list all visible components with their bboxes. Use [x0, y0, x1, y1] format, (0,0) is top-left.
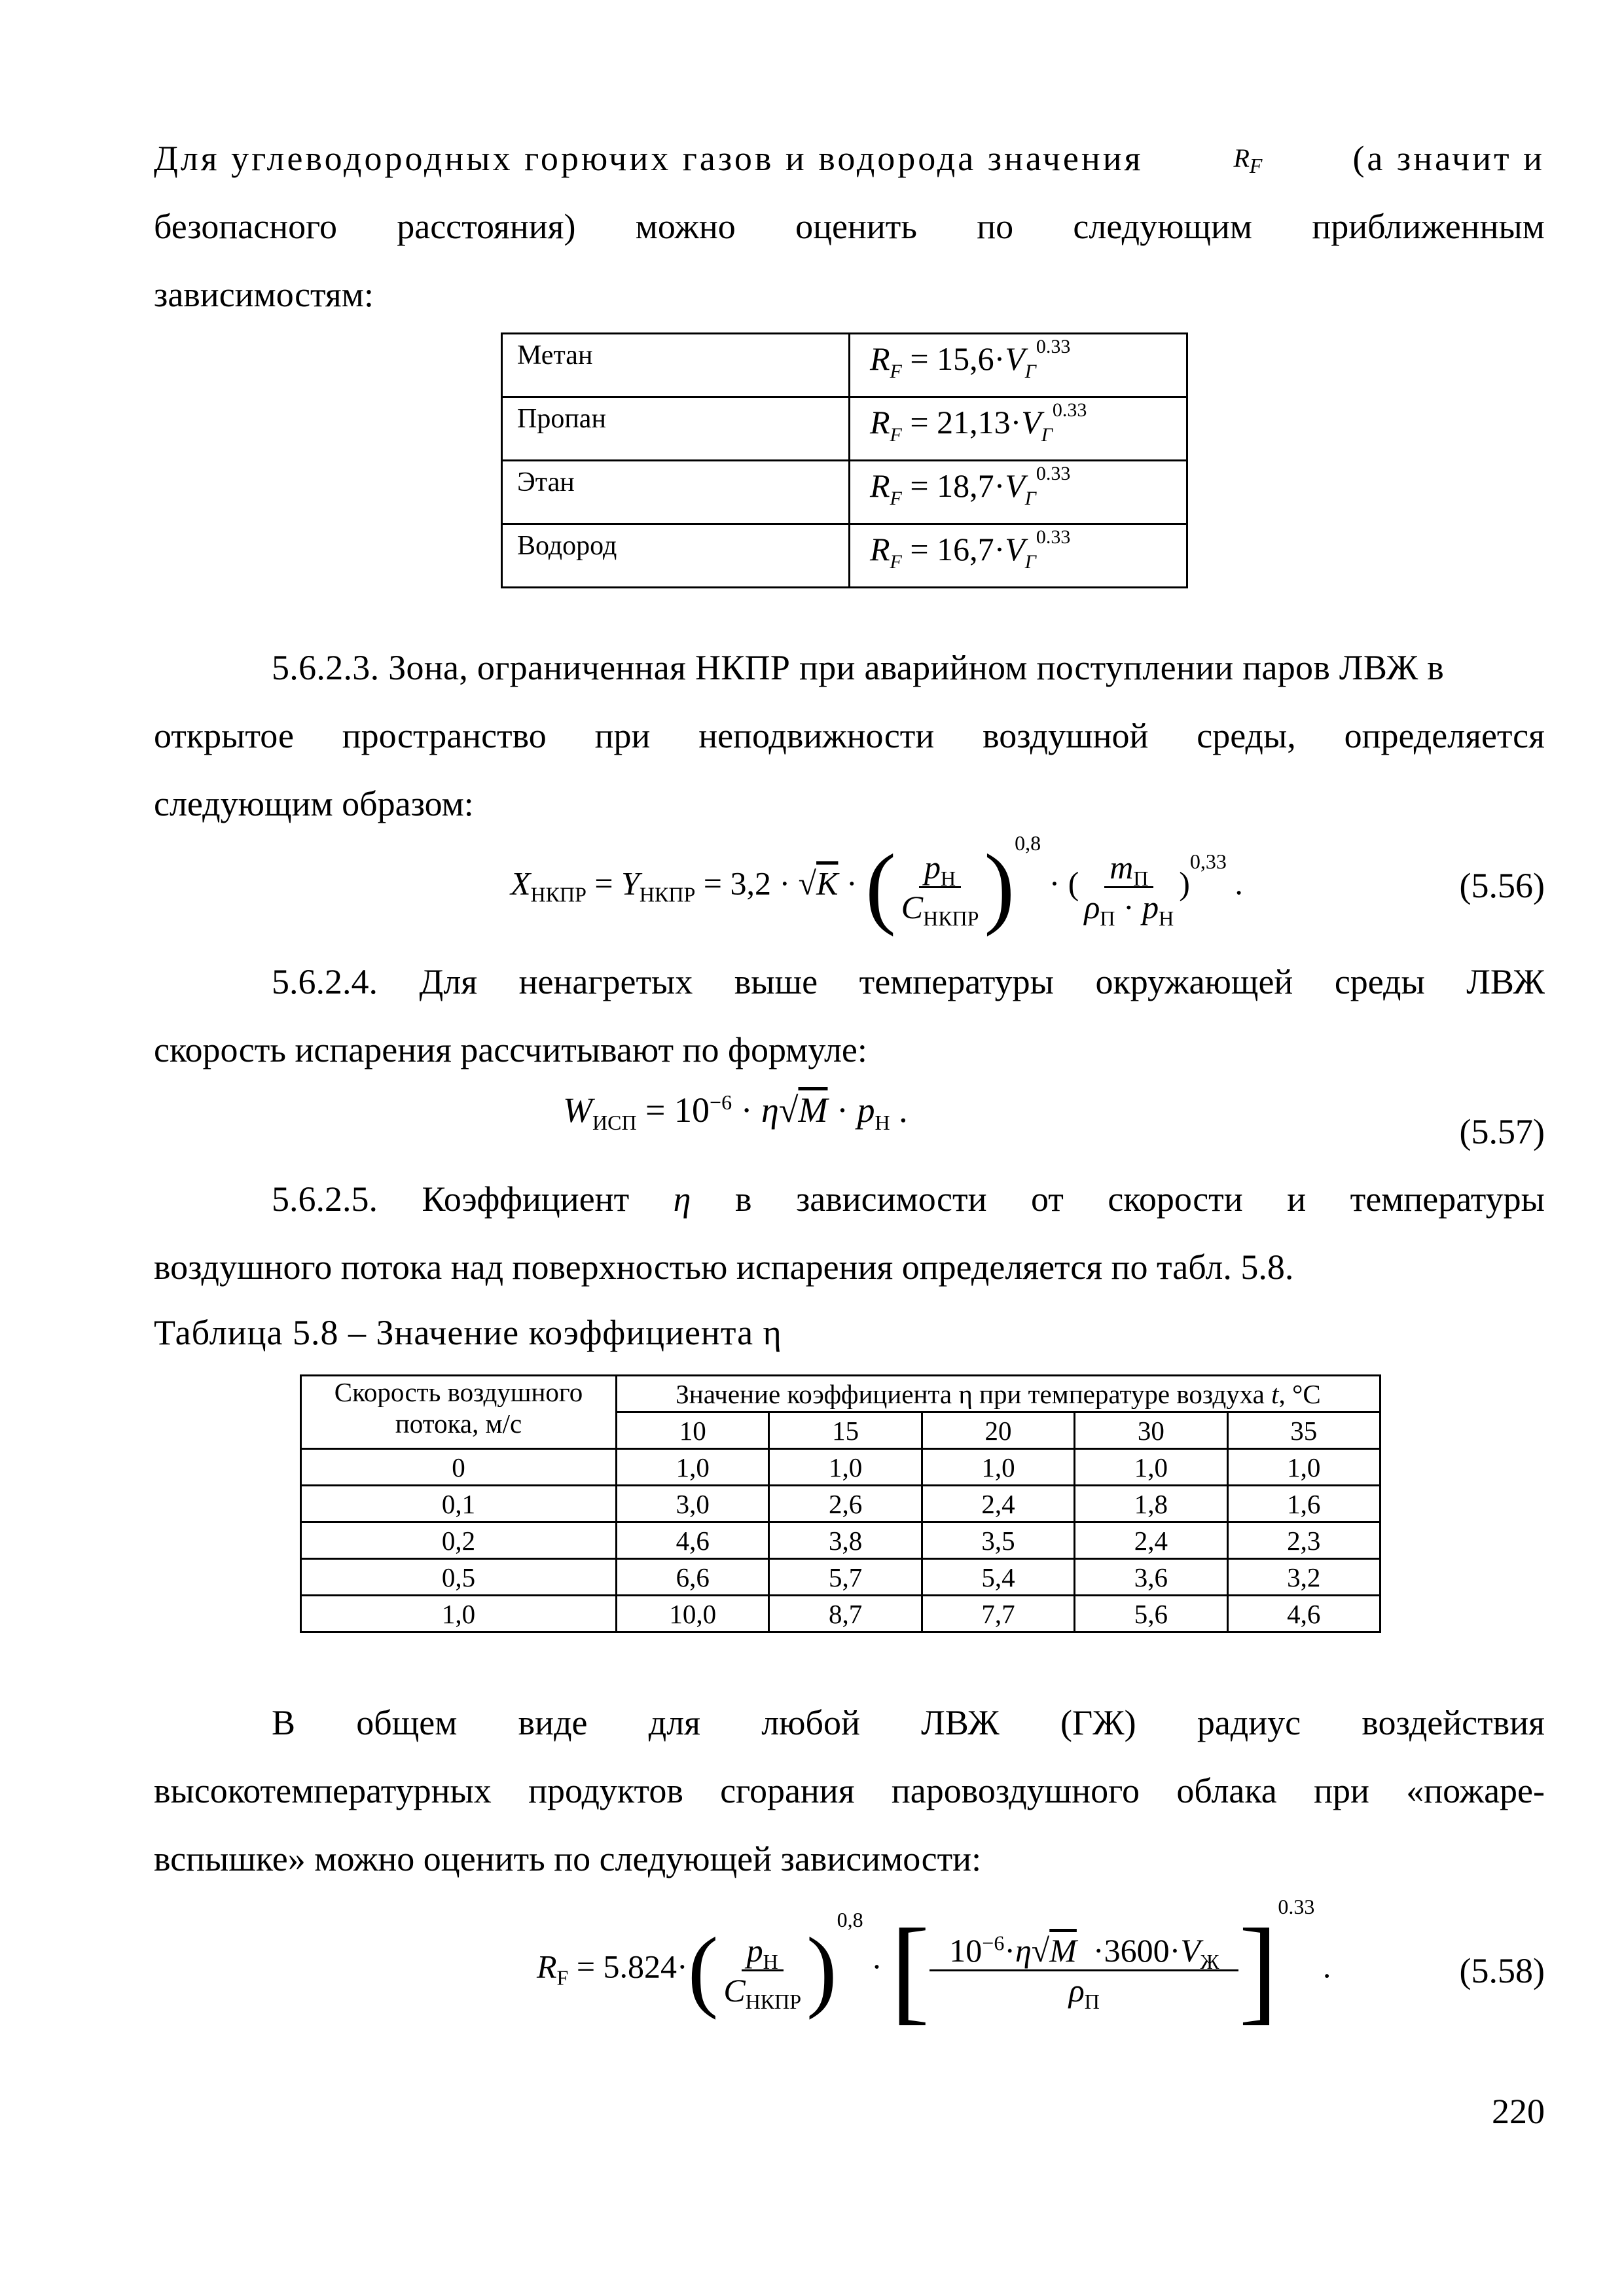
- intro-line-1-text: Для углеводородных горючих газов и водорода значения: [154, 139, 1144, 178]
- speed-cell: 0: [301, 1449, 617, 1486]
- value-cell: 3,8: [769, 1522, 922, 1559]
- word: открытое: [154, 716, 294, 755]
- value-cell: 10,0: [617, 1596, 769, 1632]
- value-cell: 5,4: [922, 1559, 1074, 1596]
- word: 5.6.2.4.: [272, 962, 378, 1001]
- word: продуктов: [528, 1771, 683, 1810]
- temp-header: 30: [1075, 1412, 1227, 1449]
- word: расстояния): [397, 207, 576, 246]
- value-cell: 1,0: [1227, 1449, 1380, 1486]
- word: сгорания: [720, 1771, 855, 1810]
- value-cell: 4,6: [1227, 1596, 1380, 1632]
- formula-5-58: $R_F = 5.824\cdot$( $\frac{p_Н}{C_{НКПР}}$ )$^{0,8}$ · [ $\frac{10^{-6}\cdot\eta√M \cdot 3600\cdot V_Ж}{\rho_П}$ ]$^{0.33}$ .: [537, 1894, 1331, 2035]
- speed-header: Скорость воздушного потока, м/с: [301, 1376, 617, 1449]
- value-cell: 1,8: [1075, 1486, 1227, 1522]
- value-cell: 8,7: [769, 1596, 922, 1632]
- formula-5-57: $W_{ИСП} = 10^{-6} \cdot \eta√M \cdot p_Н$ .: [563, 1090, 908, 1134]
- word: при: [1314, 1771, 1369, 1810]
- word: 5.6.2.5.: [272, 1179, 378, 1219]
- table-row: [502, 397, 1187, 461]
- value-cell: 5,6: [1075, 1596, 1227, 1632]
- value-cell: 1,0: [617, 1449, 769, 1486]
- word: температуры: [859, 962, 1054, 1001]
- word: и: [1287, 1179, 1307, 1219]
- value-cell: 3,6: [1075, 1559, 1227, 1596]
- temp-header: 10: [617, 1412, 769, 1449]
- word: любой: [761, 1703, 860, 1742]
- word: высокотемпературных: [154, 1771, 492, 1810]
- gas-name: Метан: [502, 334, 850, 397]
- table-row: [502, 524, 1187, 588]
- value-cell: 1,6: [1227, 1486, 1380, 1522]
- gas-formula-table: [501, 332, 1188, 588]
- table-row: [301, 1486, 1380, 1522]
- word: от: [1031, 1179, 1064, 1219]
- word: «пожаре-: [1406, 1771, 1545, 1810]
- eq-number-5-56: (5.56): [1459, 866, 1545, 905]
- word: неподвижности: [698, 716, 935, 755]
- word: следующим: [1073, 207, 1253, 246]
- word: ЛВЖ: [1466, 962, 1545, 1001]
- sec-5624-line-1: [272, 948, 1545, 1016]
- word: Коэффициент: [422, 1179, 630, 1219]
- speed-cell: 0,2: [301, 1522, 617, 1559]
- word: ненагретых: [518, 962, 693, 1001]
- value-cell: 2,6: [769, 1486, 922, 1522]
- table-header-row: [301, 1376, 1380, 1412]
- eq-number-5-57: (5.57): [1459, 1112, 1545, 1151]
- speed-cell: 0,1: [301, 1486, 617, 1522]
- gas-formula: $R_F = 18,7\cdot V_Г^{0.33}$: [850, 461, 1187, 524]
- value-header: Значение коэффициента η при температуре воздуха t, °C: [617, 1376, 1380, 1412]
- gas-name: Этан: [502, 461, 850, 524]
- sec-5625-line-1: [272, 1165, 1545, 1233]
- word: по: [977, 207, 1014, 246]
- word: оценить: [795, 207, 917, 246]
- value-cell: 7,7: [922, 1596, 1074, 1632]
- word: среды,: [1197, 716, 1296, 755]
- sec-5623-line-1: 5.6.2.3. Зона, ограниченная НКПР при аварийном поступлении паров ЛВЖ в: [272, 648, 1445, 687]
- general-line-2: [154, 1757, 1545, 1825]
- sec-5623-line-2: [154, 702, 1545, 770]
- word: безопасного: [154, 207, 337, 246]
- table-row: [502, 461, 1187, 524]
- word: общем: [356, 1703, 458, 1742]
- value-cell: 3,5: [922, 1522, 1074, 1559]
- value-cell: 3,2: [1227, 1559, 1380, 1596]
- word: температуры: [1350, 1179, 1545, 1219]
- word: можно: [635, 207, 736, 246]
- page-number: 220: [1492, 2092, 1545, 2131]
- gas-formula: $R_F = 16,7\cdot V_Г^{0.33}$: [850, 524, 1187, 588]
- word: воздушной: [983, 716, 1149, 755]
- value-cell: 3,0: [617, 1486, 769, 1522]
- word: среды: [1334, 962, 1425, 1001]
- table-row: [301, 1449, 1380, 1486]
- gas-name: Водород: [502, 524, 850, 588]
- word: виде: [518, 1703, 588, 1742]
- value-cell: 1,0: [769, 1449, 922, 1486]
- word: паровоздушного: [891, 1771, 1140, 1810]
- word: ЛВЖ: [921, 1703, 1000, 1742]
- eta-symbol: η: [673, 1179, 691, 1219]
- intro-line-1-tail: (а значит и: [1352, 139, 1545, 178]
- word: скорости: [1108, 1179, 1243, 1219]
- speed-cell: 1,0: [301, 1596, 617, 1632]
- temp-header: 15: [769, 1412, 922, 1449]
- sec-5624-line-2: скорость испарения рассчитывают по формуле:: [154, 1030, 867, 1069]
- word: зависимости: [795, 1179, 987, 1219]
- intro-line-3: зависимостям:: [154, 275, 374, 314]
- gas-formula: $R_F = 21,13\cdot V_Г^{0.33}$: [850, 397, 1187, 461]
- value-cell: 5,7: [769, 1559, 922, 1596]
- word: при: [594, 716, 651, 755]
- value-cell: 1,0: [1075, 1449, 1227, 1486]
- sec-5625-line-2: воздушного потока над поверхностью испарения определяется по табл. 5.8.: [154, 1247, 1294, 1287]
- table-row: [301, 1522, 1380, 1559]
- word: (ГЖ): [1060, 1703, 1136, 1742]
- table-row: [502, 334, 1187, 397]
- temp-header: 20: [922, 1412, 1074, 1449]
- word: пространство: [342, 716, 547, 755]
- value-cell: 2,3: [1227, 1522, 1380, 1559]
- word: окружающей: [1095, 962, 1293, 1001]
- gas-name: Пропан: [502, 397, 850, 461]
- value-cell: 1,0: [922, 1449, 1074, 1486]
- value-cell: 2,4: [922, 1486, 1074, 1522]
- intro-line-2: [154, 192, 1545, 260]
- word: В: [272, 1703, 296, 1742]
- word: определяется: [1344, 716, 1545, 755]
- sec-5623-line-3: следующим образом:: [154, 784, 474, 823]
- gas-formula: $R_F = 15,6\cdot V_Г^{0.33}$: [850, 334, 1187, 397]
- value-cell: 2,4: [1075, 1522, 1227, 1559]
- word: облака: [1176, 1771, 1277, 1810]
- eq-number-5-58: (5.58): [1459, 1951, 1545, 1990]
- word: воздействия: [1362, 1703, 1545, 1742]
- speed-cell: 0,5: [301, 1559, 617, 1596]
- word: приближенным: [1312, 207, 1545, 246]
- eta-coefficient-table: [300, 1374, 1381, 1633]
- general-line-1: [272, 1689, 1545, 1757]
- table-caption: Таблица 5.8 – Значение коэффициента η: [154, 1313, 782, 1352]
- table-row: [301, 1559, 1380, 1596]
- temp-header: 35: [1227, 1412, 1380, 1449]
- word: Для: [419, 962, 478, 1001]
- general-line-3: вспышке» можно оценить по следующей зависимости:: [154, 1839, 982, 1878]
- value-cell: 4,6: [617, 1522, 769, 1559]
- rf-symbol: $R_F$: [1233, 143, 1263, 177]
- word: для: [648, 1703, 700, 1742]
- value-cell: 6,6: [617, 1559, 769, 1596]
- formula-5-56: $X_{НКПР} = Y_{НКПР} = 3,2 \cdot √K$ · ( $\frac{p_Н}{C_{НКПР}}$ )$^{0,8}$ · ( $\frac{m_П}{\rho_П \cdot p_Н}$ )$^{0,33}$ .: [511, 831, 1243, 937]
- word: выше: [734, 962, 818, 1001]
- intro-line-1: [154, 124, 1545, 192]
- word: радиус: [1197, 1703, 1301, 1742]
- table-row: [301, 1596, 1380, 1632]
- word: в: [734, 1179, 752, 1219]
